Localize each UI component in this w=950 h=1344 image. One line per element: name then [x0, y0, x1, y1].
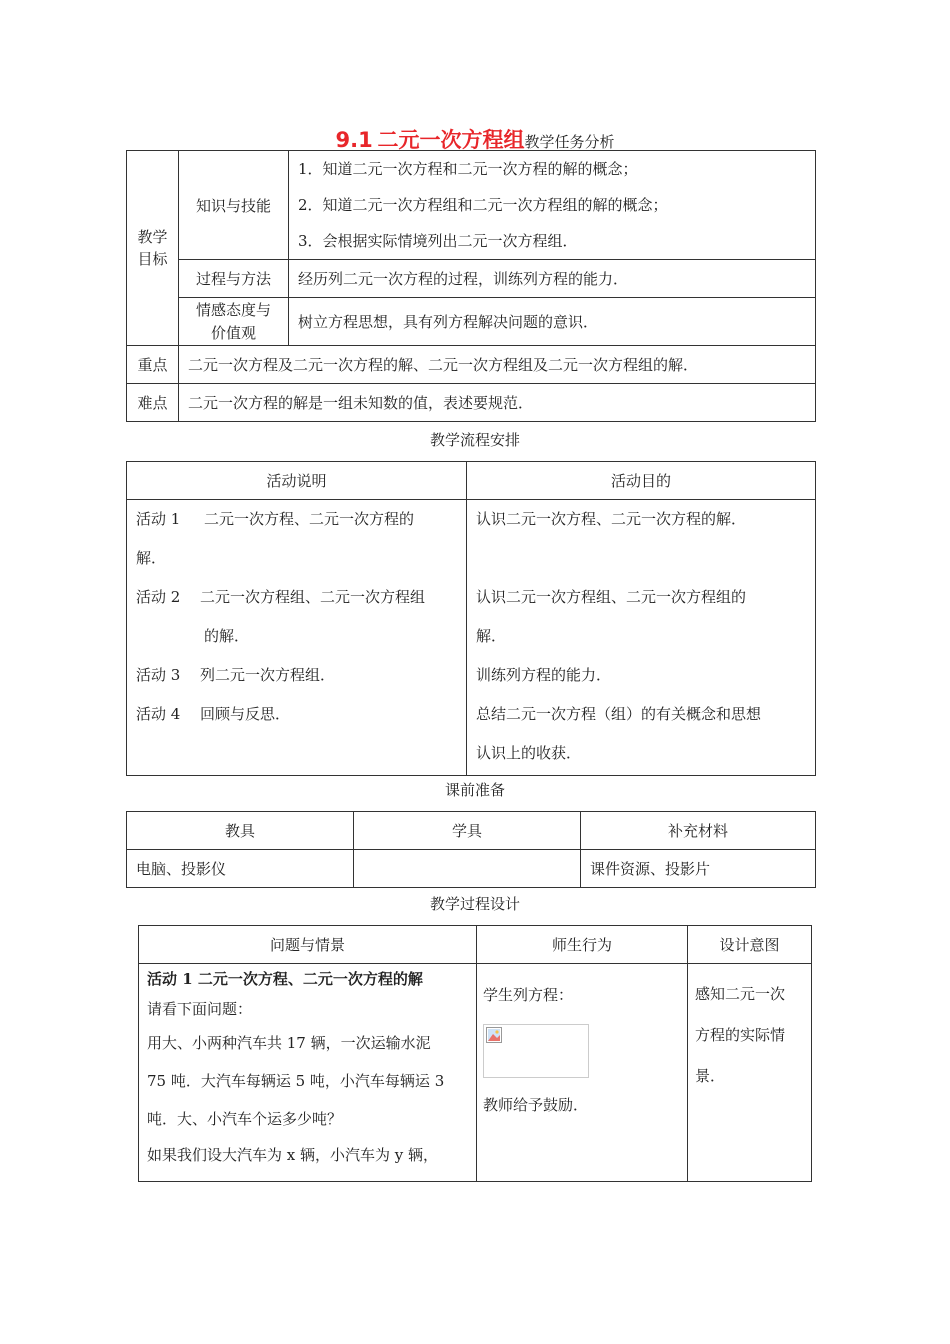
- knowledge-items: [289, 151, 816, 260]
- objectives-row-label: 教学目标: [127, 151, 179, 346]
- knowledge-label: 知识与技能: [179, 151, 289, 260]
- emotion-text: 树立方程思想，具有列方程解决问题的意识．: [289, 298, 816, 346]
- design-table: [138, 925, 812, 1182]
- design-col-problem: 问题与情景: [139, 926, 477, 964]
- intent-line-3: 景．: [695, 1067, 726, 1085]
- design-col-behavior: 师生行为: [477, 926, 688, 964]
- intent-line-1: 感知二元一次: [695, 985, 786, 1003]
- activity-1: 活动 1 二元一次方程、二元一次方程的: [136, 510, 415, 528]
- prep-col-student: 学具: [354, 812, 581, 850]
- design-problem-cell: [139, 964, 477, 1182]
- problem-line-4: 吨．大、小汽车个运多少吨？: [147, 1110, 343, 1128]
- prep-col-extra: 补充材料: [581, 812, 816, 850]
- intent-line-2: 方程的实际情: [695, 1026, 786, 1044]
- flow-table: [126, 461, 816, 776]
- process-label: 过程与方法: [179, 260, 289, 298]
- broken-image-icon: [486, 1027, 502, 1043]
- prep-table: [126, 811, 816, 888]
- knowledge-item-3: 3．会根据实际情境列出二元一次方程组．: [298, 232, 578, 250]
- knowledge-item-2: 2．知道二元一次方程组和二元一次方程组的解的概念；: [298, 196, 668, 214]
- activity-2-cont: 的解．: [204, 627, 250, 645]
- design-activity-title: 活动 1 二元一次方程、二元一次方程的解: [147, 970, 423, 988]
- flow-purposes: [467, 500, 816, 776]
- design-behavior-cell: [477, 964, 688, 1182]
- emotion-label: 情感态度与 价值观: [179, 298, 289, 346]
- design-heading: 教学过程设计: [429, 895, 520, 913]
- problem-line-1: 请看下面问题：: [147, 1000, 253, 1018]
- purpose-4a: 总结二元一次方程（组）的有关概念和思想: [476, 705, 762, 723]
- flow-col-purpose: 活动目的: [467, 462, 816, 500]
- process-text: 经历列二元一次方程的过程，训练列方程的能力．: [289, 260, 816, 298]
- flow-activities: [127, 500, 467, 776]
- behavior-line-1: 学生列方程：: [483, 986, 574, 1004]
- activity-1-cont: 解．: [136, 549, 167, 567]
- problem-line-2: 用大、小两种汽车共 17 辆，一次运输水泥: [147, 1034, 431, 1052]
- key-point-label: 重点: [127, 346, 179, 384]
- purpose-1: 认识二元一次方程、二元一次方程的解．: [476, 510, 747, 528]
- prep-col-tools: 教具: [127, 812, 354, 850]
- purpose-3: 训练列方程的能力．: [476, 666, 612, 684]
- key-point-text: 二元一次方程及二元一次方程的解、二元一次方程组及二元一次方程组的解．: [179, 346, 816, 384]
- problem-line-5: 如果我们设大汽车为 x 辆，小汽车为 y 辆，: [147, 1146, 439, 1164]
- equation-image-placeholder: [483, 1024, 589, 1078]
- problem-line-3: 75 吨．大汽车每辆运 5 吨，小汽车每辆运 3: [147, 1072, 445, 1090]
- purpose-2b: 解．: [476, 627, 507, 645]
- purpose-4b: 认识上的收获．: [476, 744, 582, 762]
- prep-student: [354, 850, 581, 888]
- activity-4: 活动 4 回顾与反思．: [136, 705, 291, 723]
- prep-heading: 课前准备: [444, 781, 505, 799]
- design-intent-cell: [688, 964, 812, 1182]
- purpose-2a: 认识二元一次方程组、二元一次方程组的: [476, 588, 747, 606]
- behavior-line-2: 教师给予鼓励．: [483, 1096, 589, 1114]
- title-suffix: 教学任务分析: [524, 133, 615, 151]
- title-number: 9.1: [335, 128, 373, 152]
- prep-extra: 课件资源、投影片: [581, 850, 816, 888]
- activity-3: 活动 3 列二元一次方程组．: [136, 666, 336, 684]
- objectives-table: [126, 150, 816, 422]
- title-main: 二元一次方程组: [377, 128, 525, 152]
- activity-2: 活动 2 二元一次方程组、二元一次方程组: [136, 588, 426, 606]
- design-col-intent: 设计意图: [688, 926, 812, 964]
- difficulty-label: 难点: [127, 384, 179, 422]
- difficulty-text: 二元一次方程的解是一组未知数的值，表述要规范．: [179, 384, 816, 422]
- purpose-spacer: [476, 539, 807, 578]
- flow-heading: 教学流程安排: [429, 431, 520, 449]
- flow-col-activity: 活动说明: [127, 462, 467, 500]
- knowledge-item-1: 1．知道二元一次方程和二元一次方程的解的概念；: [298, 160, 638, 178]
- prep-tools: 电脑、投影仪: [127, 850, 354, 888]
